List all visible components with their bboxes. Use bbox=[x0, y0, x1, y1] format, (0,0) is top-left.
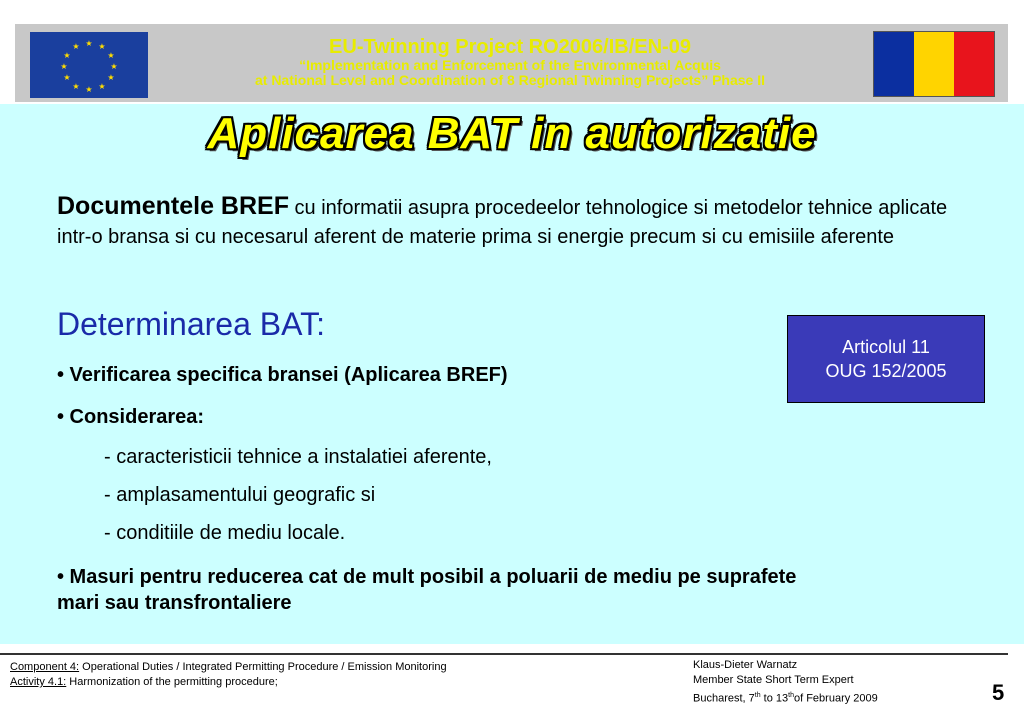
flag-stripe-blue bbox=[874, 32, 914, 96]
svg-text:★: ★ bbox=[63, 51, 71, 60]
svg-text:★: ★ bbox=[98, 42, 106, 51]
footer-left bbox=[10, 660, 447, 690]
activity-text: Harmonization of the permitting procedure; bbox=[66, 676, 278, 688]
svg-text:★: ★ bbox=[85, 85, 93, 94]
intro-text: cu informatii asupra procedeelor tehnologice si metodelor tehnice aplicate intr-o bransa si cu necesarul aferent de materie prima si energie precum si cu emisiile aferente bbox=[57, 197, 948, 248]
sub-item-caracteristici: - caracteristicii tehnice a instalatiei aferente, bbox=[104, 446, 492, 468]
svg-text:★: ★ bbox=[85, 39, 93, 48]
header-text bbox=[155, 36, 865, 88]
footer-activity bbox=[10, 675, 447, 690]
article-reference-box bbox=[787, 315, 985, 403]
svg-text:★: ★ bbox=[72, 82, 80, 91]
project-subtitle-line2: at National Level and Coordination of 8 Regional Twinning Projects” Phase II bbox=[254, 72, 766, 88]
bullet-considerarea: • Considerarea: bbox=[57, 406, 205, 428]
flag-stripe-red bbox=[954, 32, 994, 96]
svg-text:★: ★ bbox=[98, 82, 106, 91]
svg-text:★: ★ bbox=[72, 42, 80, 51]
footer-author: Klaus-Dieter Warnatz bbox=[693, 659, 798, 671]
section-heading: Determinarea BAT: bbox=[57, 306, 325, 342]
activity-label: Activity 4.1: bbox=[10, 676, 67, 688]
component-text: Operational Duties / Integrated Permitting Procedure / Emission Monitoring bbox=[79, 661, 447, 673]
svg-text:★: ★ bbox=[110, 62, 118, 71]
romania-flag-icon bbox=[873, 31, 995, 97]
bullet-masuri-line1: • Masuri pentru reducerea cat de mult posibil a poluarii de mediu pe suprafete bbox=[57, 566, 797, 588]
eu-flag-icon bbox=[30, 32, 148, 98]
article-line1: Articolul 11 bbox=[842, 337, 930, 357]
sub-item-conditii: - conditiile de mediu locale. bbox=[104, 522, 346, 544]
bullet-verificarea: • Verificarea specifica bransei (Aplicarea BREF) bbox=[57, 364, 508, 386]
footer-divider bbox=[0, 653, 1008, 655]
svg-text:★: ★ bbox=[63, 73, 71, 82]
page-number: 5 bbox=[992, 680, 1005, 705]
project-title: EU-Twinning Project RO2006/IB/EN-09 bbox=[329, 36, 691, 58]
svg-text:★: ★ bbox=[60, 62, 68, 71]
component-label: Component 4: bbox=[10, 661, 80, 673]
svg-text:★: ★ bbox=[107, 73, 115, 82]
article-line2: OUG 152/2005 bbox=[825, 361, 947, 381]
slide-content bbox=[0, 104, 1024, 644]
flag-stripe-yellow bbox=[914, 32, 954, 96]
footer-right bbox=[693, 658, 878, 707]
sub-item-amplasament: - amplasamentului geografic si bbox=[104, 484, 376, 506]
intro-lead: Documentele BREF bbox=[57, 192, 289, 220]
footer-role: Member State Short Term Expert bbox=[693, 674, 854, 686]
intro-paragraph bbox=[57, 192, 977, 252]
header-banner bbox=[15, 24, 1008, 102]
slide-title: Aplicarea BAT in autorizatie bbox=[207, 109, 817, 158]
svg-text:★: ★ bbox=[107, 51, 115, 60]
footer-date: Bucharest, 7th to 13thof February 2009 bbox=[693, 692, 878, 705]
footer-component bbox=[10, 660, 447, 675]
project-subtitle-line1: “Implementation and Enforcement of the Environmental Acquis bbox=[299, 57, 721, 73]
bullet-masuri-line2: mari sau transfrontaliere bbox=[57, 592, 292, 614]
